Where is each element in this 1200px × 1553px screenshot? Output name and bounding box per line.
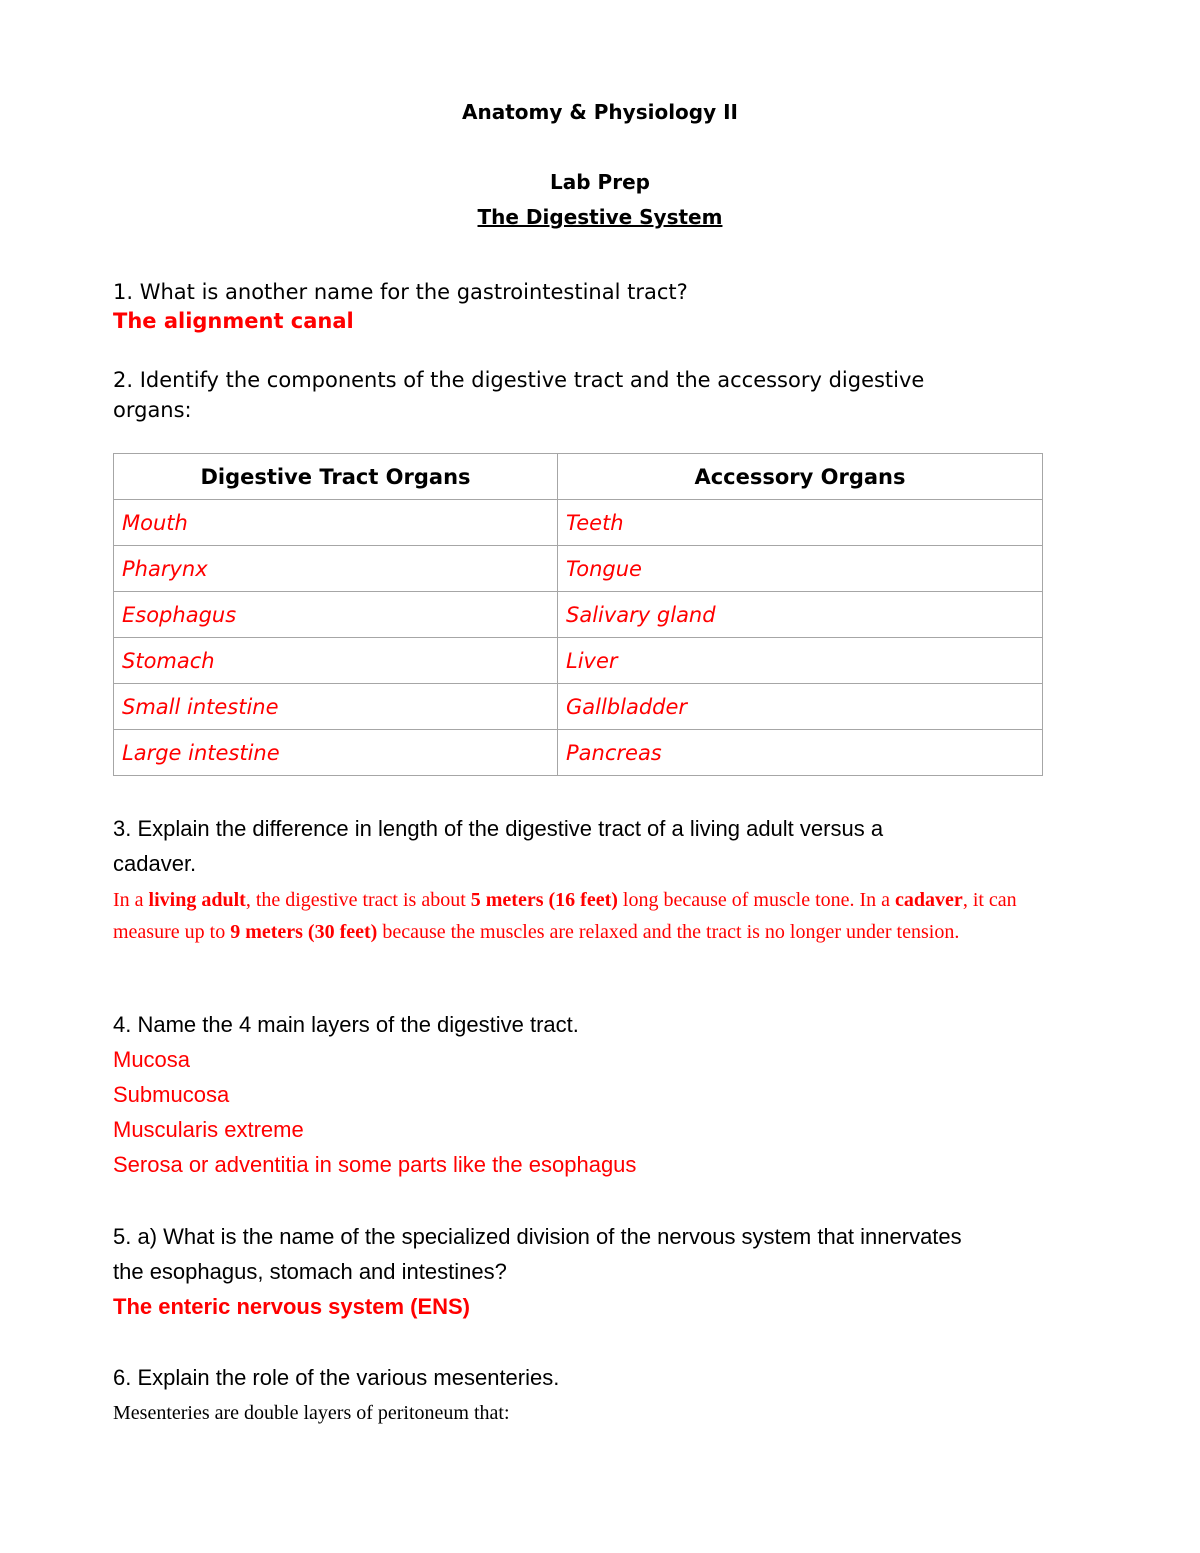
- header-digestive-tract: Digestive Tract Organs: [114, 454, 558, 500]
- accessory-organ-cell: Salivary gland: [558, 592, 1043, 638]
- accessory-organ-cell: Teeth: [558, 500, 1043, 546]
- table-row: [114, 546, 1043, 592]
- organs-table: [113, 453, 1043, 776]
- digestive-organ-cell: Small intestine: [114, 684, 558, 730]
- answer-3: [113, 884, 1063, 948]
- table-row: [114, 638, 1043, 684]
- topic-title: The Digestive System: [477, 205, 723, 229]
- question-1: 1. What is another name for the gastrointestinal tract?: [113, 280, 688, 304]
- answer-3-text: In a: [113, 889, 149, 911]
- digestive-organ-cell: Stomach: [114, 638, 558, 684]
- accessory-organ-cell: Gallbladder: [558, 684, 1043, 730]
- answer-3-emphasis: living adult: [148, 889, 246, 911]
- question-6: 6. Explain the role of the various mesenteries.: [113, 1365, 560, 1390]
- table-row: [114, 730, 1043, 776]
- digestive-organ-cell: Esophagus: [114, 592, 558, 638]
- digestive-organ-cell: Mouth: [114, 500, 558, 546]
- question-2-line-1: 2. Identify the components of the digestive tract and the accessory digestive: [113, 368, 925, 392]
- answer-3-text: long because of muscle tone. In a: [617, 889, 896, 911]
- lab-prep-subtitle: Lab Prep: [550, 170, 650, 194]
- course-title: Anatomy & Physiology II: [462, 100, 738, 124]
- digestive-organ-cell: Large intestine: [114, 730, 558, 776]
- question-5-line-1: 5. a) What is the name of the specialized division of the nervous system that innervates: [113, 1224, 962, 1249]
- table-header-row: [114, 454, 1043, 500]
- table-row: [114, 684, 1043, 730]
- question-4: 4. Name the 4 main layers of the digestive tract.: [113, 1012, 579, 1037]
- accessory-organ-cell: Liver: [558, 638, 1043, 684]
- question-3-line-1: 3. Explain the difference in length of the digestive tract of a living adult versus a: [113, 816, 884, 841]
- answer-5: The enteric nervous system (ENS): [113, 1294, 471, 1319]
- accessory-organ-cell: Pancreas: [558, 730, 1043, 776]
- answer-1: The alignment canal: [113, 309, 354, 333]
- answer-3-emphasis: cadaver: [895, 889, 963, 911]
- answer-4-item: Submucosa: [113, 1082, 230, 1107]
- answer-6: Mesenteries are double layers of peritoneum that:: [113, 1402, 510, 1424]
- answer-4-item: Serosa or adventitia in some parts like the esophagus: [113, 1152, 637, 1177]
- question-2-line-2: organs:: [113, 398, 192, 422]
- header-accessory: Accessory Organs: [558, 454, 1043, 500]
- answer-3-text: , the digestive tract is about: [245, 889, 471, 911]
- question-5-line-2: the esophagus, stomach and intestines?: [113, 1259, 507, 1284]
- table-row: [114, 500, 1043, 546]
- answer-4-item: Mucosa: [113, 1047, 191, 1072]
- digestive-organ-cell: Pharynx: [114, 546, 558, 592]
- answer-3-emphasis: 9 meters (30 feet): [230, 921, 378, 943]
- answer-3-text: because the muscles are relaxed and the tract is no longer under tension.: [377, 921, 960, 943]
- question-3-line-2: cadaver.: [113, 851, 197, 876]
- table-row: [114, 592, 1043, 638]
- accessory-organ-cell: Tongue: [558, 546, 1043, 592]
- answer-3-text: , it can measure up to: [113, 889, 1017, 943]
- answer-4-item: Muscularis extreme: [113, 1117, 304, 1142]
- answer-3-emphasis: 5 meters (16 feet): [470, 889, 618, 911]
